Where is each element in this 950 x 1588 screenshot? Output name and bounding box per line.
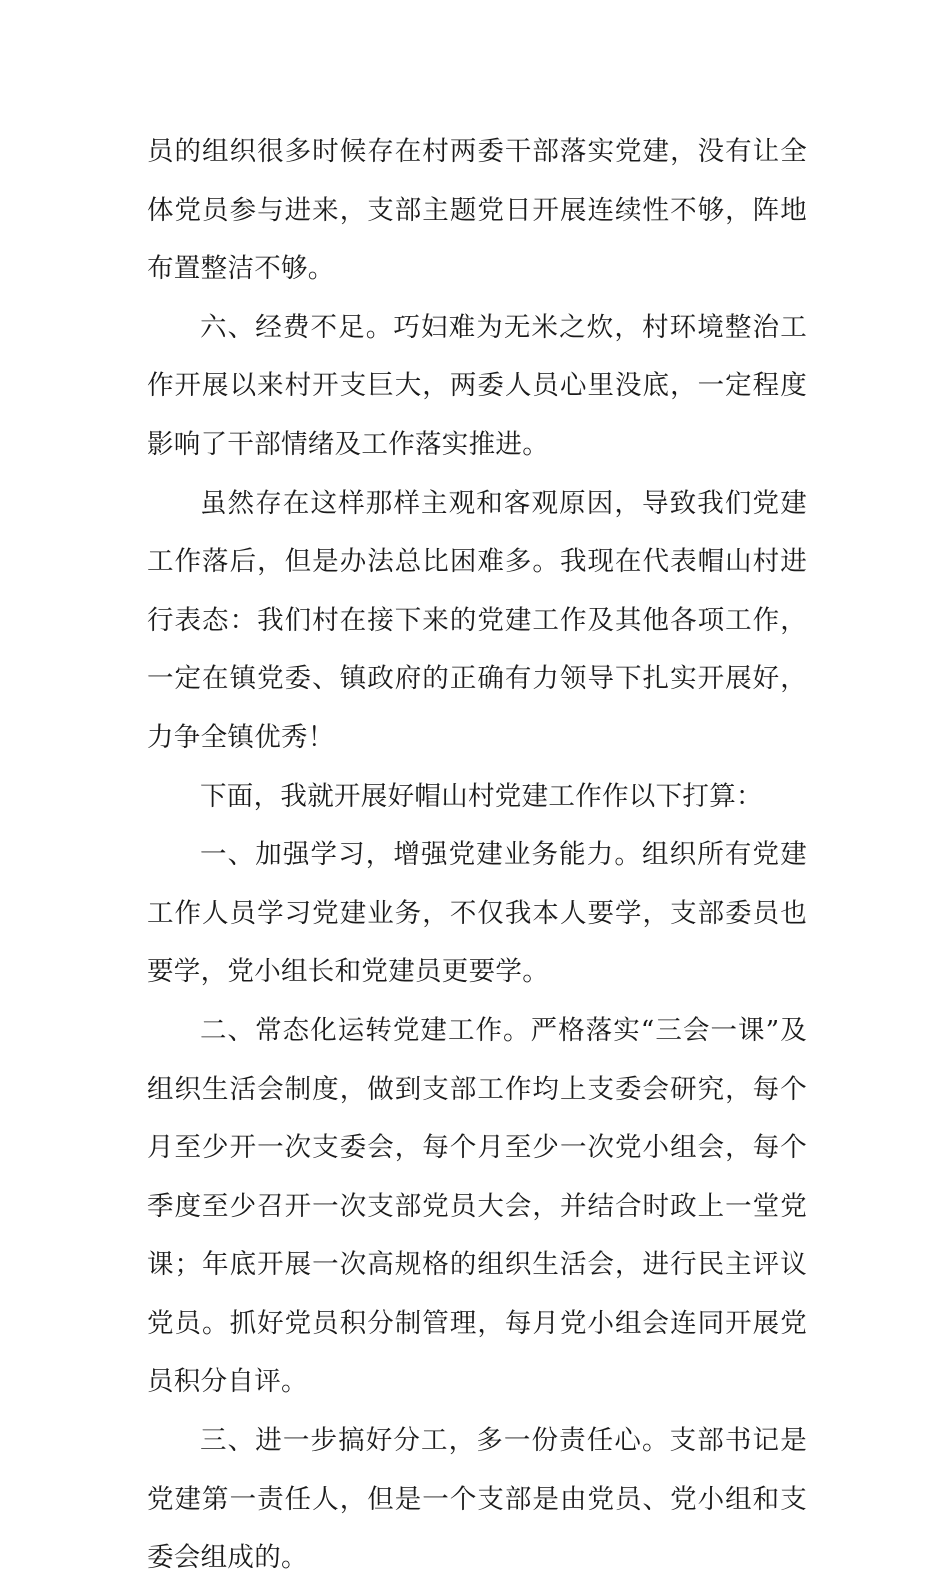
paragraph-plan-intro: 下面，我就开展好帽山村党建工作作以下打算： — [200, 780, 763, 812]
paragraph-funding-shortage: 六、经费不足。巧妇难为无米之炊，村环境整治工作开展以来村开支巨大，两委人员心里没底，一定程度影响了干部情绪及工作落实推进。 — [147, 311, 807, 460]
paragraph-plan-routine: 二、常态化运转党建工作。严格落实“三会一课”及组织生活会制度，做到支部工作均上支委会研究，每个月至少开一次支委会，每个月至少一次党小组会，每个季度至少召开一次支部党员大会，并结合时政上一堂党课；年底开展一次高规格的组织生活会，进行民主评议党员。抓好党员积分制管理，每月党小组会连同开展党员积分自评。 — [147, 1014, 807, 1398]
paragraph-commitment: 虽然存在这样那样主观和客观原因，导致我们党建工作落后，但是办法总比困难多。我现在代表帽山村进行表态：我们村在接下来的党建工作及其他各项工作，一定在镇党委、镇政府的正确有力领导下扎实开展好，力争全镇优秀！ — [147, 487, 807, 753]
document-body — [147, 123, 807, 1588]
paragraph-plan-study: 一、加强学习，增强党建业务能力。组织所有党建工作人员学习党建业务，不仅我本人要学，支部委员也要学，党小组长和党建员更要学。 — [147, 839, 807, 988]
paragraph-plan-division: 三、进一步搞好分工，多一份责任心。支部书记是党建第一责任人，但是一个支部是由党员、党小组和支委会组成的。 — [147, 1425, 807, 1574]
paragraph-continuation: 员的组织很多时候存在村两委干部落实党建，没有让全体党员参与进来，支部主题党日开展连续性不够，阵地布置整洁不够。 — [147, 136, 807, 285]
